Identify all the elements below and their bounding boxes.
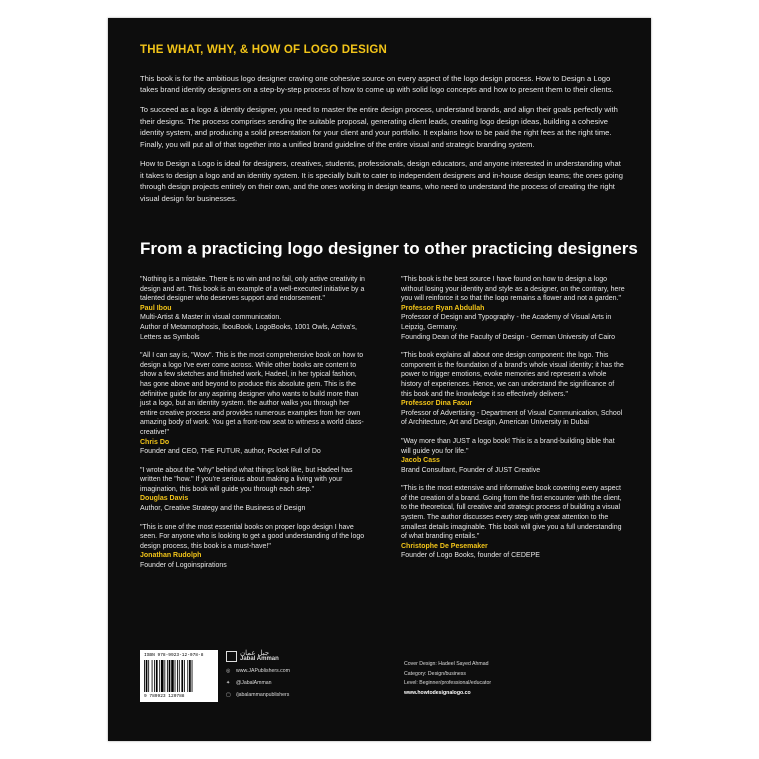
barcode-bar [187, 660, 188, 692]
review-quote: "This book explains all about one design component: the logo. This component is the foundation of a brand's whole visual identity; it has the power to trigger emotions, evoke memories and represent a whole history of experiences. Hence, we can understand the significance of this book and the knowledge it so effectively delivers." [401, 352, 624, 398]
review-author: Jacob Cass [401, 457, 440, 465]
review-author-info: Multi-Artist & Master in visual communication. Author of Metamorphosis, IbouBook, LogoBooks, 1001 Owls, Activa's, Letters as Symbols [140, 314, 357, 341]
intro-paragraph: To succeed as a logo & identity designer, you need to master the entire design process, understand brands, and align their goals perfectly with their designs. The process comprises sending the suitable proposal, generating client leads, creating logo design ideas, building a cohesive identity system, and producing a solid presentation for your client and your portfolio. It explains how to be paid the right fees at the right time. Finally, you will put all of that together into a unified brand guideline of the entire visual and strategic branding system. [140, 105, 618, 149]
barcode-bar [169, 660, 171, 692]
barcode-bar [167, 660, 168, 692]
globe-icon: ◎ [226, 668, 231, 674]
level-credit: Level: Beginner/professional/educator [404, 680, 492, 687]
cover-footer [140, 650, 630, 720]
review-author-info: Founder of Logo Books, founder of CEDEPE [401, 552, 540, 560]
intro-paragraph: How to Design a Logo is ideal for designers, creatives, students, professionals, design educators, and anyone interested in understanding what it takes to design a logo and an identity system. It is specially built to cater to independent designers and in-house design teams; the ones going through design projects entirely on their own, and the ones working in design teams, who need to understand the process of creating the right visual design for businesses. [140, 159, 623, 203]
review-quote: "This is the most extensive and informative book covering every aspect of the creation of a brand. Going from the first encounter with the client, to the theoretical, full creative and strategic process of building a visual system. The author discusses every step with great attention to the smallest details imaginable. This book will give you a full understanding of what branding entails." [401, 485, 622, 541]
review [140, 466, 365, 514]
publisher-website: www.JAPublishers.com [236, 668, 290, 674]
barcode-bar [184, 660, 185, 692]
review [401, 275, 626, 342]
review-quote: "I wrote about the "why" behind what things look like, but Hadeel has written the "how." If you're serious about making a living with your imagination, this book will guide you through each step." [140, 466, 353, 493]
barcode-bar [159, 660, 160, 692]
publisher-logo-icon [226, 651, 237, 662]
barcode-bar [164, 660, 165, 692]
barcode-bar [177, 660, 178, 692]
barcode-bar [181, 660, 183, 692]
publisher-twitter: @JabalAmman [236, 680, 272, 686]
review-author-info: Founder of Logoinspirations [140, 562, 227, 570]
barcode-bar [189, 660, 191, 692]
barcode-bar [171, 660, 174, 692]
review [140, 523, 365, 571]
review-quote: "Way more than JUST a logo book! This is a brand-building bible that will guide you for life." [401, 437, 615, 455]
barcode-bar [156, 660, 158, 692]
barcode-bars-icon [144, 660, 214, 692]
review-quote: "This book is the best source I have found on how to design a logo without losing your identity and style as a designer, on the contrary, here you will reinforce it so that the logo remains a flower and not a garden." [401, 276, 625, 303]
review-author: Paul Ibou [140, 304, 172, 312]
barcode-bar [179, 660, 180, 692]
cover-heading: THE WHAT, WHY, & HOW OF LOGO DESIGN [140, 44, 388, 56]
barcode-bar [146, 660, 148, 692]
publisher-logo-english: Jabal Amman [240, 656, 279, 662]
barcode-bar [175, 660, 176, 692]
publisher-social: /jabalammanpublishers [236, 692, 290, 698]
twitter-icon: ✦ [226, 680, 231, 686]
review [401, 437, 626, 475]
tagline: From a practicing logo designer to other practicing designers [140, 239, 638, 258]
publisher-twitter-line [226, 680, 272, 688]
review-author: Jonathan Rudolph [140, 552, 202, 560]
instagram-icon: ▢ [226, 692, 231, 698]
publisher-logo-arabic: جبل عمان [240, 650, 270, 657]
review-author-info: Professor of Advertising - Department of Visual Communication, School of Architecture, Art and Design, American University in Dubai [401, 409, 623, 427]
review-author: Professor Dina Faour [401, 400, 473, 408]
review-author: Douglas Davis [140, 495, 189, 503]
review [140, 275, 365, 342]
review-author-info: Professor of Design and Typography - the Academy of Visual Arts in Leipzig, Germany. Founding Dean of the Faculty of Design - German University of Cairo [401, 314, 615, 341]
book-back-cover [108, 18, 651, 741]
review-quote: "This is one of the most essential books on proper logo design I have seen. For anyone who is looking to get a good understanding of the logo design process, this book is a must-have!" [140, 523, 365, 550]
publisher-info [226, 650, 376, 710]
intro-text [140, 73, 623, 213]
book-website: www.howtodesignalogo.co [404, 689, 471, 696]
review-author-info: Founder and CEO, THE FUTUR, author, Pocket Full of Do [140, 448, 321, 456]
barcode-bar [161, 660, 164, 692]
barcode-bar [144, 660, 145, 692]
intro-paragraph: This book is for the ambitious logo designer craving one cohesive source on every aspect of the logo design process. How to Design a Logo takes brand identity designers on a step-by-step process of how to come up with solid logo concepts and how to present them to their clients. [140, 74, 614, 95]
barcode-digits: 9 789923 120788 [144, 694, 185, 699]
isbn-number: ISBN 978-9923-12-078-8 [144, 653, 204, 658]
review-author: Christophe De Pesemaker [401, 542, 488, 550]
barcode [140, 650, 218, 702]
review-author: Professor Ryan Abdullah [401, 304, 485, 312]
barcode-bar [148, 660, 149, 692]
barcode-bar [152, 660, 153, 692]
review-author-info: Brand Consultant, Founder of JUST Creative [401, 466, 541, 474]
review-author: Chris Do [140, 438, 170, 446]
review [401, 351, 626, 428]
review-author-info: Author, Creative Strategy and the Business of Design [140, 505, 306, 513]
publisher-logo [226, 650, 286, 664]
review-quote: "All I can say is, "Wow". This is the most comprehensive book on how to design a logo I've ever come across. While other books are content to show a few sketches and finished work, Hadeel, in her typical fashion, has gone above and beyond to produce this absolute gem. This is the definitive guide for any aspiring designer who wants to build more than just a logo, but an identity system. the author walks you through her entire creative process and provides numerous examples from her own amazing body of work. You get a front-row seat to witness a world class-creative!" [140, 352, 364, 436]
book-credits [404, 660, 624, 698]
review-quote: "Nothing is a mistake. There is no win and no fail, only active creativity in design and art. This book is an example of a well-executed initiative by a talented designer who deserves support and endorsement." [140, 276, 365, 303]
category-credit: Category: Design/business [404, 670, 466, 677]
cover-design-credit: Cover Design: Hadeel Sayed Ahmad [404, 661, 489, 667]
review [140, 351, 365, 457]
publisher-social-line [226, 692, 289, 700]
reviews-right-column [401, 275, 626, 570]
reviews-left-column [140, 275, 365, 580]
barcode-bar [154, 660, 155, 692]
publisher-website-line [226, 668, 290, 676]
barcode-bar [192, 660, 193, 692]
review [401, 484, 626, 561]
